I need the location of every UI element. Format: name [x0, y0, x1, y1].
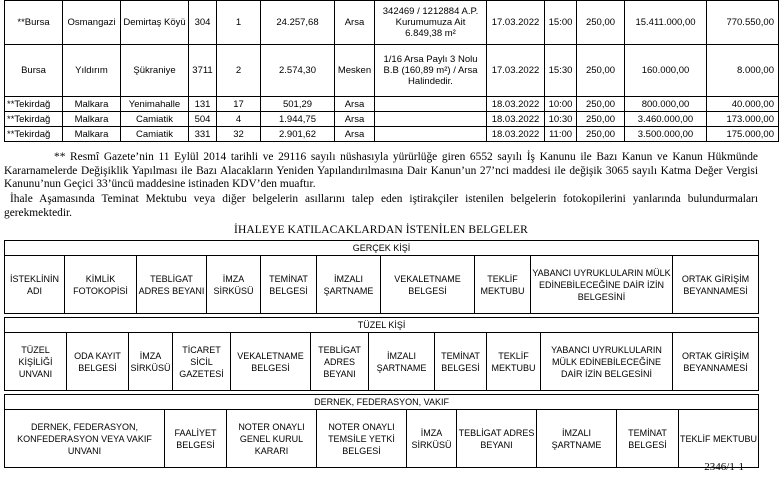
type-cell: Arsa — [335, 112, 375, 127]
table-row — [5, 1, 779, 45]
time-cell: 10:00 — [545, 97, 577, 112]
parcel-cell: 2 — [217, 45, 261, 97]
time-cell: 10:30 — [545, 112, 577, 127]
guarantee-cell: 40.000,00 — [707, 97, 779, 112]
required-documents-title: İHALEYE KATILACAKLARDAN İSTENİLEN BELGELER — [234, 224, 528, 236]
time-cell: 15:30 — [545, 45, 577, 97]
document-item: TÜZEL KİŞİLİĞİ UNVANI — [5, 333, 67, 391]
document-item: TEBLİGAT ADRES BEYANI — [137, 256, 207, 314]
document-item: ODA KAYIT BELGESİ — [67, 333, 129, 391]
fee-cell: 250,00 — [577, 112, 625, 127]
date-cell: 17.03.2022 — [487, 1, 545, 45]
guarantee-cell: 173.000,00 — [707, 112, 779, 127]
date-cell: 18.03.2022 — [487, 97, 545, 112]
block-cell: 131 — [189, 97, 217, 112]
document-item: FAALİYET BELGESİ — [165, 410, 227, 468]
type-cell: Arsa — [335, 97, 375, 112]
document-item: KİMLİK FOTOKOPİSİ — [65, 256, 137, 314]
type-cell: Arsa — [335, 1, 375, 45]
city-cell: **Tekirdağ — [5, 127, 63, 142]
value-cell: 3.460.000,00 — [625, 112, 707, 127]
table-row — [5, 97, 779, 112]
city-cell: **Bursa — [5, 1, 63, 45]
table-row — [5, 127, 779, 142]
block-cell: 3711 — [189, 45, 217, 97]
table-row — [5, 45, 779, 97]
city-cell: **Tekirdağ — [5, 112, 63, 127]
fee-cell: 250,00 — [577, 127, 625, 142]
document-item: TEKLİF MEKTUBU — [487, 333, 541, 391]
vat-exemption-note: ** Resmî Gazete’nin 11 Eylül 2014 tarihli ve 29116 sayılı nüshasıyla yürürlüğe giren 6552 sayılı İş Kanunu ile Bazı Kanun ve Kanun Hükmünde Kararnamelerde Değişiklik Yapılması ile Bazı Alacakların Yeniden Yapılandırılmasına Dair Kanun’un 27’nci maddesi ile değişik 3065 sayılı Katma Değer Vergisi Kanunu’nun Geçici 33’üncü maddesine istinaden KDV’den muaftır. — [4, 151, 758, 190]
documents-note: İhale Aşamasında Teminat Mektubu veya diğer belgelerin asıllarını talep eden iştirakçiler istenilen belgelerin fotokopilerini yanlarında bulundurmaları gerekmektedir. — [4, 193, 758, 219]
date-cell: 18.03.2022 — [487, 127, 545, 142]
guarantee-cell: 175.000,00 — [707, 127, 779, 142]
association-documents-table — [4, 394, 759, 468]
parcel-cell: 32 — [217, 127, 261, 142]
city-cell: **Tekirdağ — [5, 97, 63, 112]
time-cell: 15:00 — [545, 1, 577, 45]
area-cell: 2.574,30 — [261, 45, 335, 97]
fee-cell: 250,00 — [577, 97, 625, 112]
fee-cell: 250,00 — [577, 1, 625, 45]
time-cell: 11:00 — [545, 127, 577, 142]
document-item: ORTAK GİRİŞİM BEYANNAMESİ — [673, 333, 759, 391]
table-row — [5, 112, 779, 127]
document-item: TİCARET SİCİL GAZETESİ — [173, 333, 231, 391]
property-table — [4, 0, 779, 142]
district-cell: Malkara — [63, 97, 121, 112]
date-cell: 18.03.2022 — [487, 112, 545, 127]
document-item: TEMİNAT BELGESİ — [435, 333, 487, 391]
document-item: İMZA SİRKÜSÜ — [207, 256, 261, 314]
details-cell — [375, 127, 487, 142]
document-item: İMZA SİRKÜSÜ — [129, 333, 173, 391]
document-item: VEKALETNAME BELGESİ — [231, 333, 311, 391]
value-cell: 15.411.000,00 — [625, 1, 707, 45]
district-cell: Osmangazi — [63, 1, 121, 45]
area-cell: 2.901,62 — [261, 127, 335, 142]
value-cell: 160.000,00 — [625, 45, 707, 97]
legal-person-heading: TÜZEL KİŞİ — [5, 318, 759, 333]
type-cell: Mesken — [335, 45, 375, 97]
village-cell: Camiatik — [121, 127, 189, 142]
parcel-cell: 4 — [217, 112, 261, 127]
village-cell: Camiatik — [121, 112, 189, 127]
parcel-cell: 17 — [217, 97, 261, 112]
district-cell: Malkara — [63, 112, 121, 127]
document-item: TEBLİGAT ADRES BEYANI — [457, 410, 537, 468]
document-item: DERNEK, FEDERASYON, KONFEDERASYON VEYA VAKIF UNVANI — [5, 410, 165, 468]
guarantee-cell: 8.000,00 — [707, 45, 779, 97]
document-item: YABANCI UYRUKLULARIN MÜLK EDİNEBİLECEĞİNE DAİR İZİN BELGESİNİ — [531, 256, 673, 314]
document-item: İMZALI ŞARTNAME — [317, 256, 381, 314]
block-cell: 504 — [189, 112, 217, 127]
block-cell: 331 — [189, 127, 217, 142]
details-cell — [375, 97, 487, 112]
real-person-heading: GERÇEK KİŞİ — [5, 241, 759, 256]
area-cell: 1.944,75 — [261, 112, 335, 127]
village-cell: Demirtaş Köyü — [121, 1, 189, 45]
value-cell: 3.500.000,00 — [625, 127, 707, 142]
parcel-cell: 1 — [217, 1, 261, 45]
village-cell: Şükraniye — [121, 45, 189, 97]
block-cell: 304 — [189, 1, 217, 45]
real-person-documents-table — [4, 240, 759, 314]
guarantee-cell: 770.550,00 — [707, 1, 779, 45]
document-item: İMZALI ŞARTNAME — [537, 410, 617, 468]
details-cell: 1/16 Arsa Paylı 3 Nolu B.B (160,89 m²) / Arsa Halindedir. — [375, 45, 487, 97]
document-item: TEMİNAT BELGESİ — [617, 410, 679, 468]
type-cell: Arsa — [335, 127, 375, 142]
village-cell: Yenimahalle — [121, 97, 189, 112]
document-item: TEKLİF MEKTUBU — [679, 410, 759, 468]
document-item: ORTAK GİRİŞİM BEYANNAMESİ — [673, 256, 759, 314]
document-item: TEMİNAT BELGESİ — [261, 256, 317, 314]
date-cell: 17.03.2022 — [487, 45, 545, 97]
document-item: TEKLİF MEKTUBU — [475, 256, 531, 314]
district-cell: Yıldırım — [63, 45, 121, 97]
document-reference: 2346/1-1 — [704, 461, 744, 473]
association-heading: DERNEK, FEDERASYON, VAKIF — [5, 395, 759, 410]
value-cell: 800.000,00 — [625, 97, 707, 112]
document-item: TEBLİGAT ADRES BEYANI — [311, 333, 369, 391]
document-item: YABANCI UYRUKLULARIN MÜLK EDİNEBİLECEĞİNE DAİR İZİN BELGESİNİ — [541, 333, 673, 391]
document-item: İSTEKLİNİN ADI — [5, 256, 65, 314]
area-cell: 501,29 — [261, 97, 335, 112]
legal-person-documents-table — [4, 317, 759, 391]
document-item: VEKALETNAME BELGESİ — [381, 256, 475, 314]
area-cell: 24.257,68 — [261, 1, 335, 45]
document-item: İMZALI ŞARTNAME — [369, 333, 435, 391]
details-cell: 342469 / 1212884 A.P. Kurumumuza Ait 6.849,38 m² — [375, 1, 487, 45]
district-cell: Malkara — [63, 127, 121, 142]
city-cell: Bursa — [5, 45, 63, 97]
document-item: İMZA SİRKÜSÜ — [407, 410, 457, 468]
fee-cell: 250,00 — [577, 45, 625, 97]
details-cell — [375, 112, 487, 127]
document-item: NOTER ONAYLI TEMSİLE YETKİ BELGESİ — [317, 410, 407, 468]
document-item: NOTER ONAYLI GENEL KURUL KARARI — [227, 410, 317, 468]
